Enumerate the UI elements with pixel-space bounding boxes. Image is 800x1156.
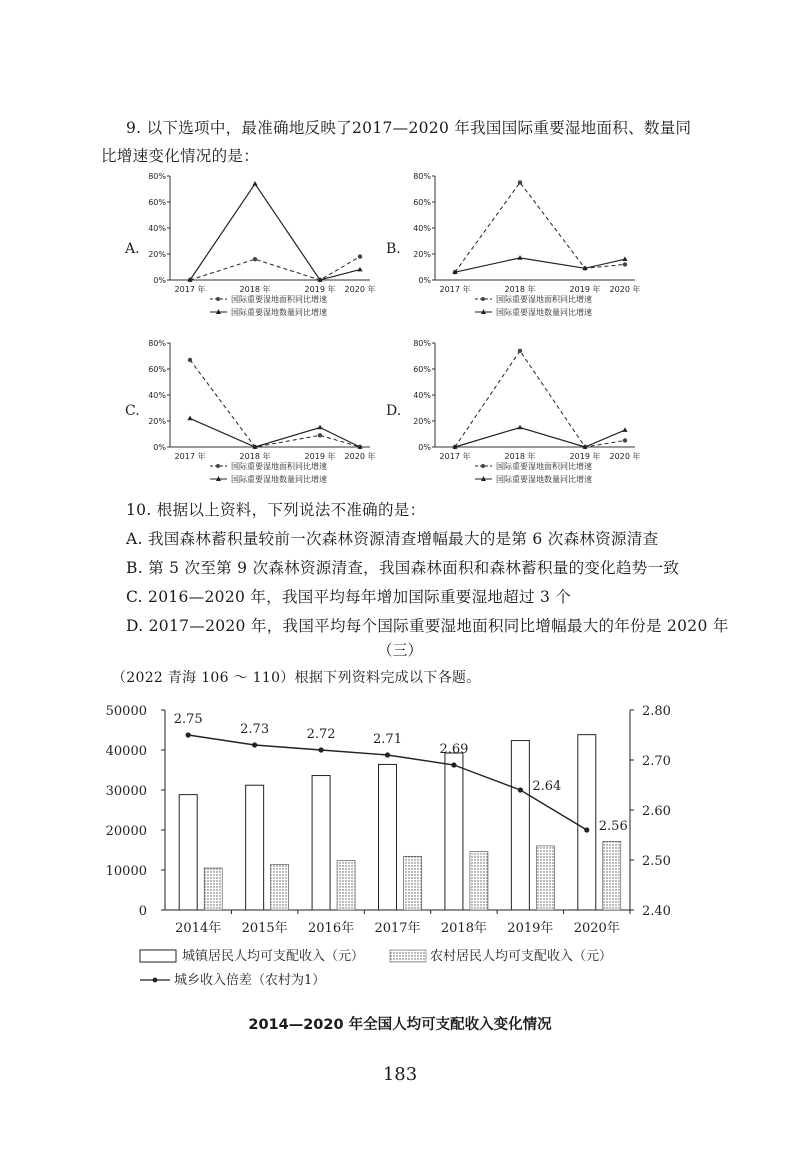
urban-income-bar xyxy=(511,741,529,910)
legend-count-label: 国际重要湿地数量同比增速 xyxy=(231,475,327,484)
legend-area-label: 国际重要湿地面积同比增速 xyxy=(231,295,327,304)
count-growth-point xyxy=(517,425,522,430)
x-tick-label: 2020 年 xyxy=(609,285,641,294)
page-number: 183 xyxy=(382,1064,418,1085)
x-tick-label: 2019 年 xyxy=(304,285,336,294)
income-chart-plot xyxy=(106,704,671,988)
count-growth-line xyxy=(190,184,360,280)
option-d-letter: D. xyxy=(386,403,402,419)
x-tick-label: 2018 年 xyxy=(504,452,536,461)
legend-count-label: 国际重要湿地数量同比增速 xyxy=(496,308,592,317)
area-growth-point xyxy=(358,254,362,258)
y-tick-label: 20% xyxy=(148,417,166,426)
y-tick-label: 80% xyxy=(148,339,166,348)
y-tick-label: 20% xyxy=(413,250,431,259)
x-tick-label: 2018 年 xyxy=(239,452,271,461)
legend-area-marker xyxy=(216,297,220,301)
x-tick-label: 2018 年 xyxy=(239,285,271,294)
legend-count-label: 国际重要湿地数量同比增速 xyxy=(496,475,592,484)
rural-income-bar xyxy=(271,864,289,910)
urban-income-bar xyxy=(445,753,463,910)
mini-chart-plot xyxy=(148,339,375,484)
income-ratio-point xyxy=(252,742,257,747)
legend-area-label: 国际重要湿地面积同比增速 xyxy=(496,462,592,471)
option-c-chart xyxy=(115,335,395,495)
y-tick-label: 60% xyxy=(413,365,431,374)
x-tick-label: 2016年 xyxy=(308,921,355,936)
income-ratio-point xyxy=(584,827,589,832)
left-tick-label: 20000 xyxy=(105,824,147,839)
x-tick-label: 2017 年 xyxy=(439,452,471,461)
count-growth-point xyxy=(622,427,627,432)
y-tick-label: 80% xyxy=(148,172,166,181)
option-a-letter: A. xyxy=(125,241,140,257)
q9-stem-line2: 比增速变化情况的是： xyxy=(101,147,260,165)
count-growth-line xyxy=(455,258,625,272)
legend-rural-swatch xyxy=(390,950,426,962)
x-tick-label: 2019 年 xyxy=(569,452,601,461)
income-ratio-point xyxy=(318,747,323,752)
y-tick-label: 0% xyxy=(153,443,166,452)
x-tick-label: 2017年 xyxy=(374,921,421,936)
urban-income-bar xyxy=(179,795,197,910)
income-ratio-label: 2.75 xyxy=(173,712,203,727)
count-growth-point xyxy=(517,255,522,260)
legend-area-marker xyxy=(481,297,485,301)
x-tick-label: 2018 年 xyxy=(504,285,536,294)
x-tick-label: 2018年 xyxy=(440,921,487,936)
urban-income-bar xyxy=(312,776,330,910)
option-b-chart xyxy=(380,168,660,328)
y-tick-label: 0% xyxy=(418,276,431,285)
left-tick-label: 0 xyxy=(138,904,147,919)
q9-stem-line1: 9. 以下选项中，最准确地反映了2017—2020 年我国国际重要湿地面积、数量同 xyxy=(126,119,692,137)
right-tick-label: 2.50 xyxy=(642,854,671,869)
count-growth-line xyxy=(190,418,360,447)
area-growth-line xyxy=(455,351,625,447)
y-tick-label: 40% xyxy=(148,224,166,233)
y-tick-label: 0% xyxy=(418,443,431,452)
x-tick-label: 2020 年 xyxy=(344,285,376,294)
x-tick-label: 2019年 xyxy=(507,921,554,936)
y-tick-label: 20% xyxy=(148,250,166,259)
q10-option-a: A. 我国森林蓄积量较前一次森林资源清查增幅最大的是第 6 次森林资源清查 xyxy=(126,530,659,548)
income-chart xyxy=(90,700,690,1005)
urban-income-bar xyxy=(578,735,596,910)
count-growth-point xyxy=(187,416,192,421)
legend-urban-label: 城镇居民人均可支配收入（元） xyxy=(182,949,365,964)
area-growth-line xyxy=(455,183,625,273)
income-ratio-label: 2.73 xyxy=(240,722,270,737)
left-tick-label: 40000 xyxy=(105,744,147,759)
x-tick-label: 2020 年 xyxy=(344,452,376,461)
income-ratio-point xyxy=(186,732,191,737)
option-a-chart xyxy=(115,168,395,328)
right-tick-label: 2.80 xyxy=(642,704,671,719)
y-tick-label: 0% xyxy=(153,276,166,285)
area-growth-point xyxy=(188,358,192,362)
count-growth-point xyxy=(317,425,322,430)
y-tick-label: 40% xyxy=(148,391,166,400)
x-tick-label: 2019 年 xyxy=(569,285,601,294)
section-heading: （三） xyxy=(377,641,423,659)
right-tick-label: 2.60 xyxy=(642,804,671,819)
income-ratio-point xyxy=(451,762,456,767)
left-tick-label: 30000 xyxy=(105,784,147,799)
x-tick-label: 2019 年 xyxy=(304,452,336,461)
income-chart-title: 2014—2020 年全国人均可支配收入变化情况 xyxy=(248,1017,552,1033)
x-tick-label: 2014年 xyxy=(175,921,222,936)
y-tick-label: 60% xyxy=(413,198,431,207)
area-growth-point xyxy=(623,262,627,266)
legend-area-label: 国际重要湿地面积同比增速 xyxy=(496,295,592,304)
right-tick-label: 2.40 xyxy=(642,904,671,919)
area-growth-point xyxy=(623,438,627,442)
mini-chart-plot xyxy=(413,172,640,317)
legend-urban-swatch xyxy=(140,950,176,962)
x-tick-label: 2020年 xyxy=(573,921,620,936)
legend-ratio-label: 城乡收入倍差（农村为1） xyxy=(174,973,326,988)
right-tick-label: 2.70 xyxy=(642,754,671,769)
rural-income-bar xyxy=(536,846,554,910)
x-tick-label: 2017 年 xyxy=(174,452,206,461)
legend-area-label: 国际重要湿地面积同比增速 xyxy=(231,462,327,471)
area-growth-point xyxy=(518,349,522,353)
income-ratio-label: 2.71 xyxy=(373,732,402,747)
income-ratio-label: 2.69 xyxy=(439,742,469,757)
rural-income-bar xyxy=(603,841,621,910)
y-tick-label: 60% xyxy=(148,365,166,374)
income-ratio-point xyxy=(518,787,523,792)
section-intro: （2022 青海 106 ～ 110）根据下列资料完成以下各题。 xyxy=(112,670,481,686)
count-growth-line xyxy=(455,428,625,448)
y-tick-label: 60% xyxy=(148,198,166,207)
legend-ratio-marker xyxy=(153,978,158,983)
income-ratio-label: 2.72 xyxy=(306,727,336,742)
x-tick-label: 2020 年 xyxy=(609,452,641,461)
y-tick-label: 80% xyxy=(413,172,431,181)
option-b-letter: B. xyxy=(386,241,401,257)
x-tick-label: 2015年 xyxy=(241,921,288,936)
urban-income-bar xyxy=(379,764,397,910)
y-tick-label: 20% xyxy=(413,417,431,426)
legend-area-marker xyxy=(216,464,220,468)
area-growth-point xyxy=(253,257,257,261)
count-growth-point xyxy=(252,181,257,186)
income-ratio-label: 2.64 xyxy=(532,779,562,794)
count-growth-point xyxy=(622,256,627,261)
legend-rural-label: 农村居民人均可支配收入（元） xyxy=(430,949,613,964)
rural-income-bar xyxy=(470,852,488,910)
rural-income-bar xyxy=(404,856,422,910)
legend-count-label: 国际重要湿地数量同比增速 xyxy=(231,308,327,317)
q10-option-b: B. 第 5 次至第 9 次森林资源清查，我国森林面积和森林蓄积量的变化趋势一致 xyxy=(126,559,680,577)
area-growth-point xyxy=(518,180,522,184)
urban-income-bar xyxy=(246,785,264,910)
y-tick-label: 80% xyxy=(413,339,431,348)
q10-option-c: C. 2016—2020 年，我国平均每年增加国际重要湿地超过 3 个 xyxy=(126,588,572,606)
left-tick-label: 10000 xyxy=(105,864,147,879)
q10-option-d: D. 2017—2020 年，我国平均每个国际重要湿地面积同比增幅最大的年份是 2020 年 xyxy=(126,617,729,635)
rural-income-bar xyxy=(337,861,355,910)
legend-area-marker xyxy=(481,464,485,468)
income-ratio-point xyxy=(385,752,390,757)
mini-chart-plot xyxy=(413,339,640,484)
q10-stem: 10. 根据以上资料，下列说法不准确的是： xyxy=(126,501,426,519)
mini-chart-plot xyxy=(148,172,375,317)
left-tick-label: 50000 xyxy=(105,704,147,719)
rural-income-bar xyxy=(204,868,222,910)
y-tick-label: 40% xyxy=(413,391,431,400)
y-tick-label: 40% xyxy=(413,224,431,233)
count-growth-point xyxy=(357,267,362,272)
income-ratio-label: 2.56 xyxy=(598,819,628,834)
x-tick-label: 2017 年 xyxy=(439,285,471,294)
option-c-letter: C. xyxy=(125,403,140,419)
area-growth-point xyxy=(318,433,322,437)
option-d-chart xyxy=(380,335,660,495)
x-tick-label: 2017 年 xyxy=(174,285,206,294)
